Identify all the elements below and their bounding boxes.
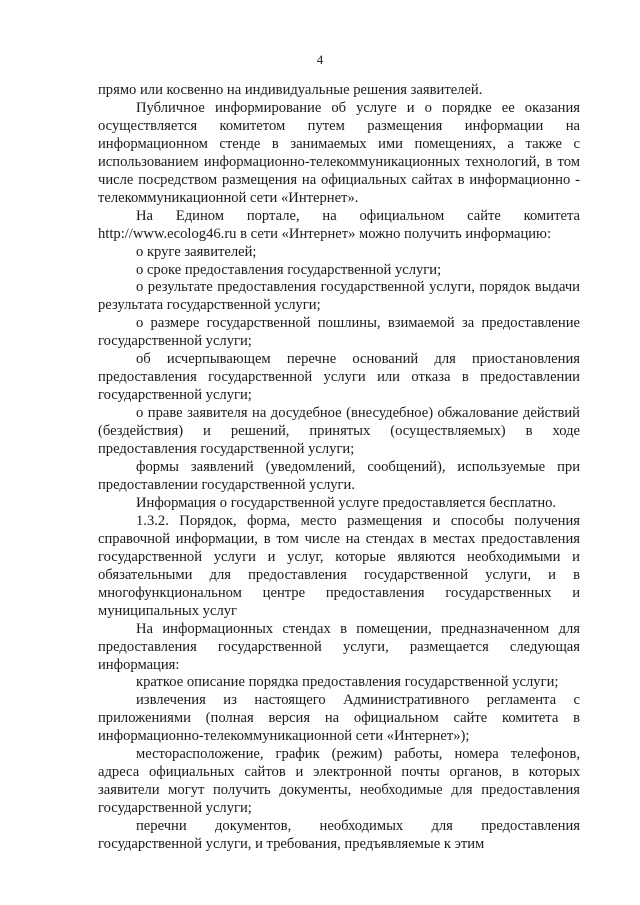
list-item-deadline: о сроке предоставления государственной услуги; (136, 261, 442, 278)
list-item-applicants: о круге заявителей; (136, 243, 257, 260)
list-item-fee: о размере государственной пошлины, взимаемой за предоставление государственной услуги; (98, 315, 580, 350)
section-heading-1-3-2: 1.3.2. Порядок, форма, место размещения и способы получения справочной информации, в том числе на стендах в местах предоставления государственной услуги и услуг, которые являются необходимыми и обязательными для предоставления государственной услуги, и в многофункциональном центре предоставления государственных и муниципальных услуг (98, 512, 580, 619)
list-item-appeal: о праве заявителя на досудебное (внесудебное) обжалование действий (бездействия) и решений, принятых (осуществляемых) в ходе предоставления государственной услуги; (98, 405, 580, 458)
paragraph-unified-portal: На Едином портале, на официальном сайте комитета http://www.ecolog46.ru в сети «Интернет» можно получить информацию: (98, 207, 580, 242)
list-item-extracts: извлечения из настоящего Административного регламента с приложениями (полная версия на официальном сайте комитета в информационно-телекоммуникационной сети «Интернет»); (98, 692, 580, 745)
list-item-location: месторасположение, график (режим) работы, номера телефонов, адреса официальных сайтов и электронной почты органов, в которых заявители могут получить документы, необходимые для предоставления государственной услуги; (98, 746, 580, 817)
page-number: 4 (316, 52, 324, 67)
body-text (98, 82, 580, 854)
list-item-forms: формы заявлений (уведомлений, сообщений), используемые при предоставлении государственной услуги. (98, 459, 580, 493)
paragraph-public-informing: Публичное информирование об услуге и о порядке ее оказания осуществляется комитетом путем размещения информации на информационном стенде в занимаемых ими помещениях, а также с использованием информационно-телекоммуникационных технологий, в том числе посредством размещения на официальных сайтах в информационно - телекоммуникационной сети «Интернет». (98, 99, 580, 206)
list-item-document-lists: перечни документов, необходимых для предоставления государственной услуги, и требования, предъявляемые к этим (98, 818, 580, 853)
list-item-short-description: краткое описание порядка предоставления государственной услуги; (136, 674, 559, 691)
list-item-result: о результате предоставления государственной услуги, порядок выдачи результата государственной услуги; (98, 279, 580, 314)
paragraph-continuation: прямо или косвенно на индивидуальные решения заявителей. (98, 82, 483, 98)
paragraph-info-stands: На информационных стендах в помещении, предназначенном для предоставления государственной услуги, размещается следующая информация: (98, 620, 580, 673)
list-item-grounds: об исчерпывающем перечне оснований для приостановления предоставления государственной услуги или отказа в предоставлении государственной услуги; (98, 351, 580, 404)
paragraph-free-of-charge: Информация о государственной услуге предоставляется бесплатно. (136, 494, 557, 511)
